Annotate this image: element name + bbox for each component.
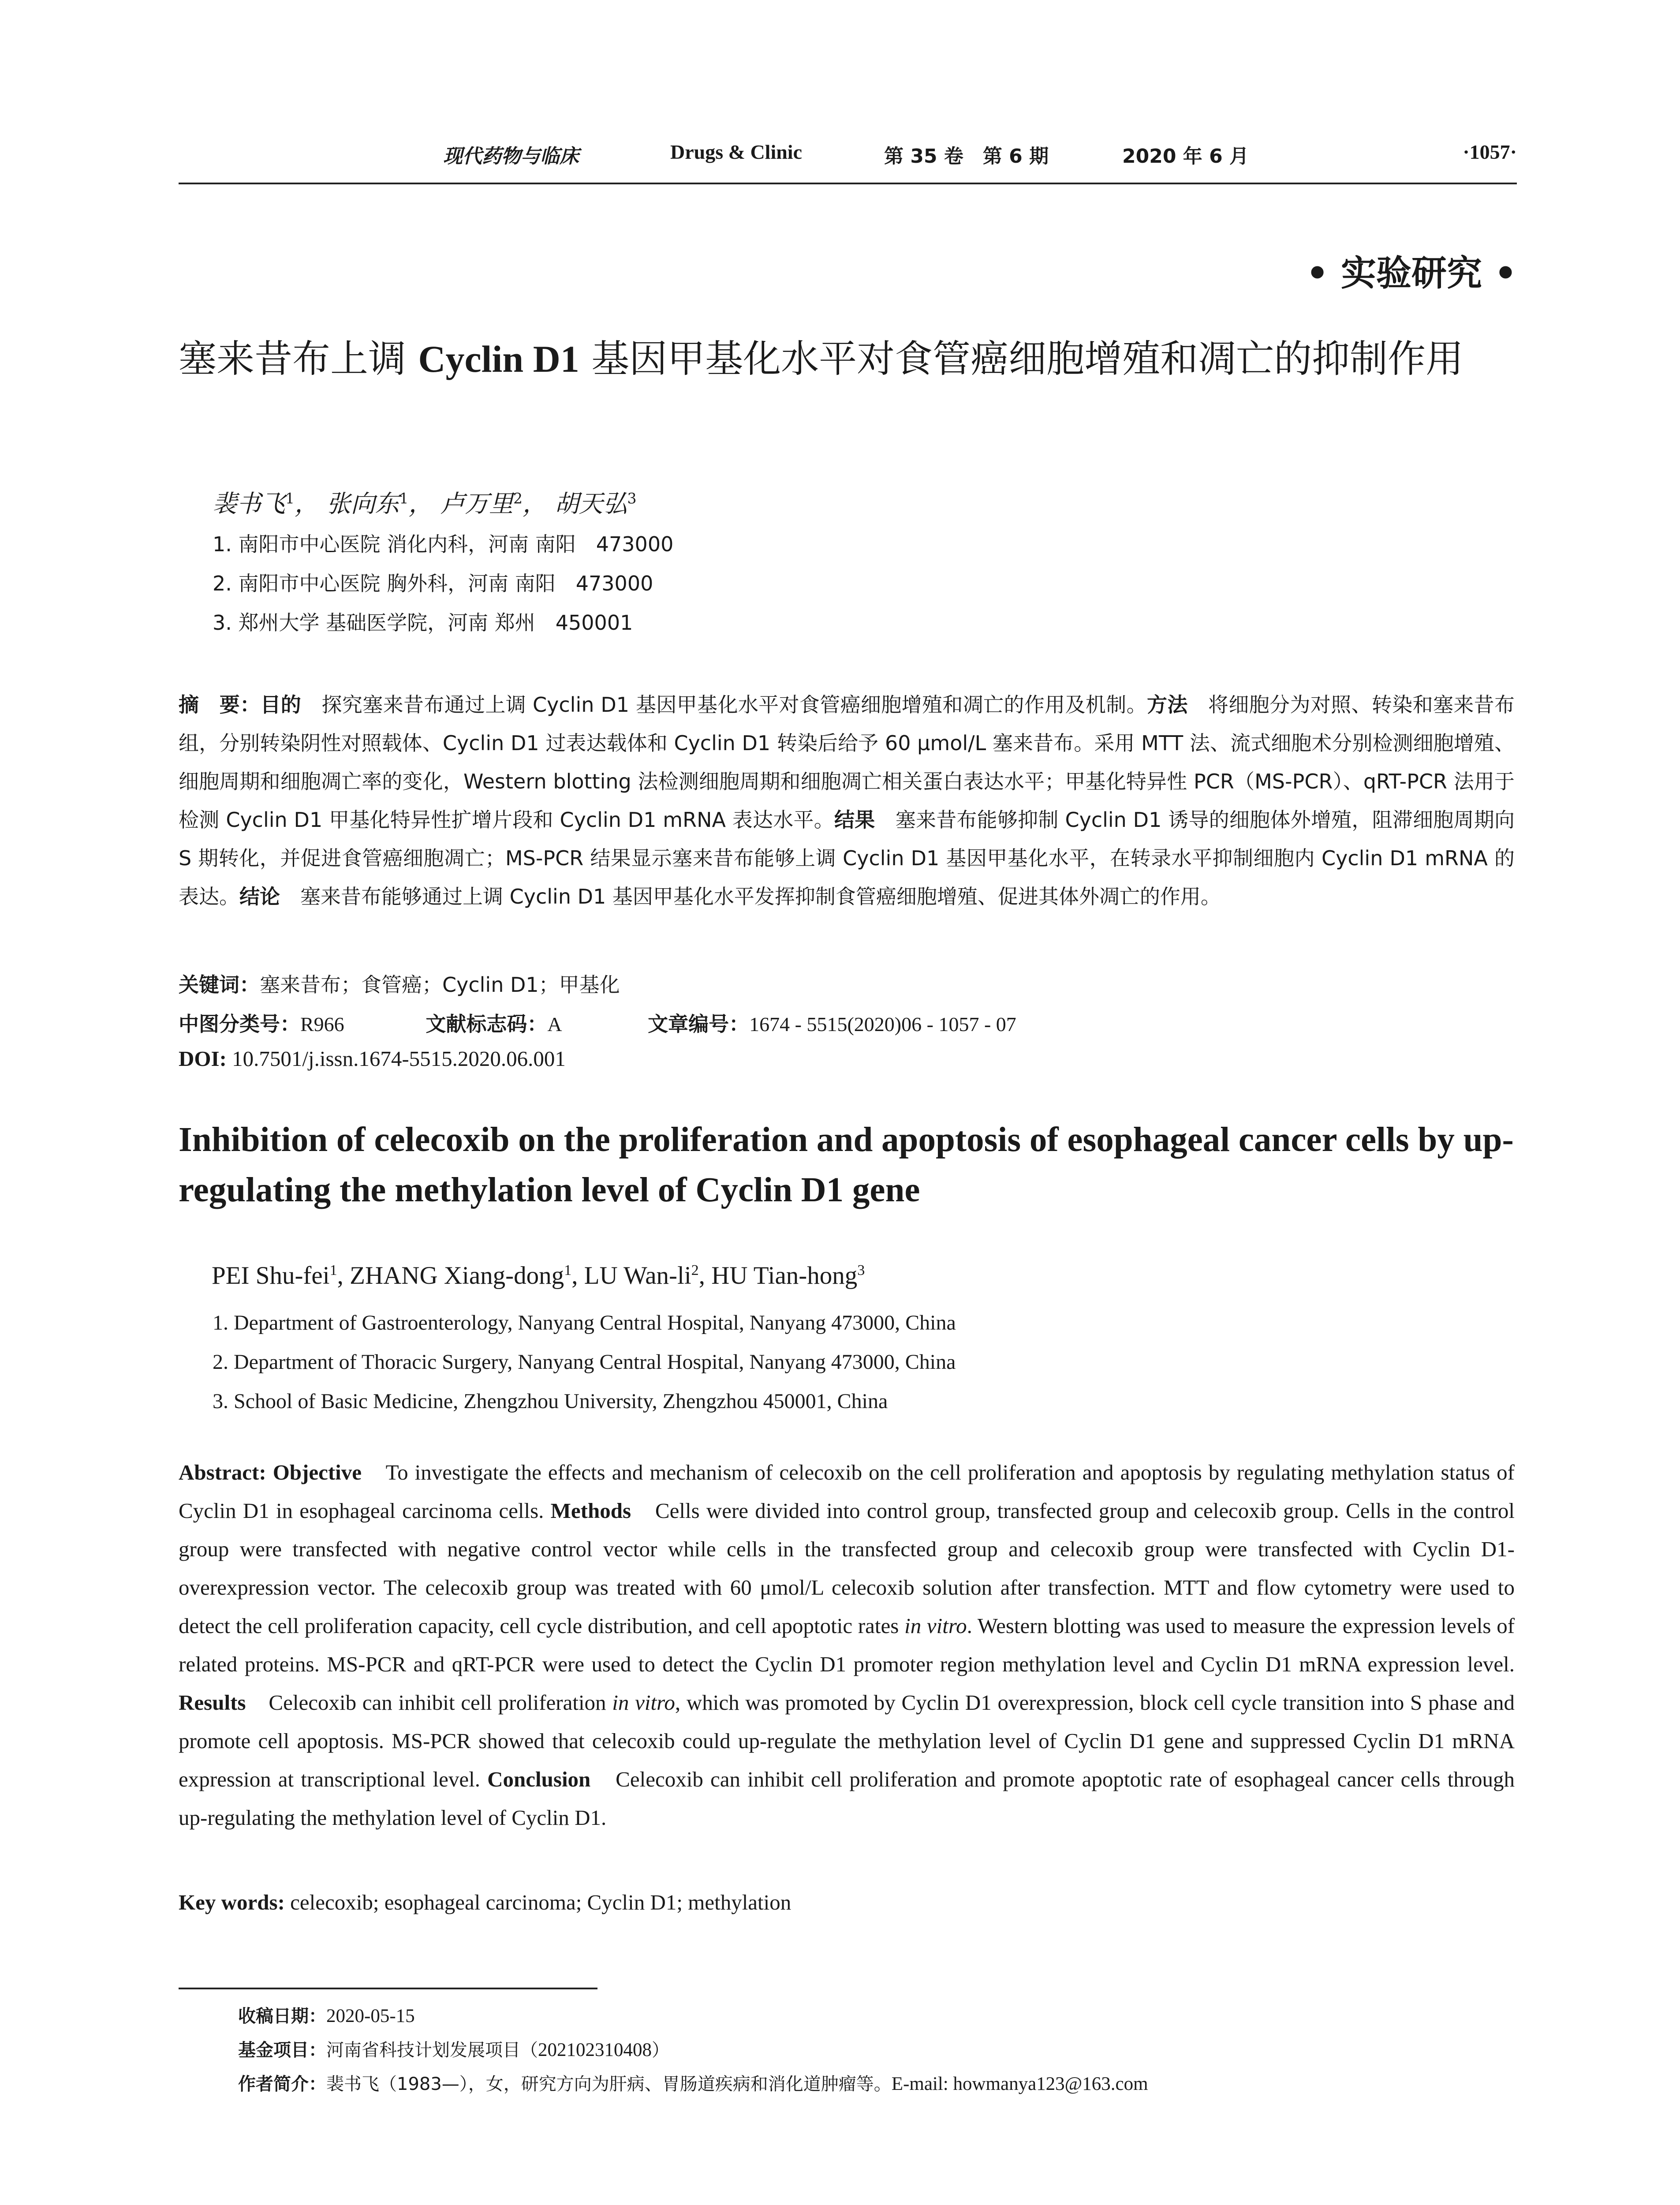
author-en-sup: 1 <box>564 1262 572 1278</box>
author-en-sup: 1 <box>329 1262 337 1278</box>
methods-label-cn: 方法 <box>1146 693 1188 717</box>
methods-text-en: Cells were divided into control group, transfected group and celecoxib group. Cells in the control group were transfected with negative control vector while cells in the transfected group and celecoxib group were transfected with Cyclin D1-overexpression vector. The celecoxib group was treated with 60 μmol/L celecoxib solution after transfection. MTT and flow cytometry were used to detect the cell proliferation capacity, cell cycle distribution, and cell apoptotic rates <box>179 1499 1515 1638</box>
journal-name-en: Drugs & Clinic <box>670 141 802 163</box>
author-en-sup: 2 <box>691 1262 699 1278</box>
keywords-cn-label: 关键词： <box>179 973 260 997</box>
methods-label-en: Methods <box>550 1499 631 1523</box>
affiliation-en: 2. Department of Thoracic Surgery, Nanyang Central Hospital, Nanyang 473000, China <box>213 1350 956 1374</box>
journal-name-cn: 现代药物与临床 <box>443 145 579 168</box>
authors-cn: 裴书飞$^1$， 张向东$^1$， 卢万里$^2$， 胡天弘$^3$ <box>213 490 637 518</box>
author-en-name: HU Tian-hong <box>711 1262 858 1289</box>
abstract-cn-label: 摘 要： <box>179 693 261 717</box>
author-cn-sup: 1 <box>399 490 409 507</box>
issue-date: 2020 年 6 月 <box>1122 145 1249 168</box>
article-title-cn <box>179 332 1515 386</box>
author-en-name: ZHANG Xiang-dong <box>350 1262 564 1289</box>
author-cn-name: 卢万里 <box>441 490 514 518</box>
title-cn-part1: 塞来昔布上调 <box>179 337 418 381</box>
page-number: ·1057· <box>1463 141 1517 163</box>
footnote-fund <box>238 2036 669 2061</box>
footnote-divider <box>179 1988 597 1989</box>
fund-number: 202102310408 <box>538 2040 652 2060</box>
author-bio-text: 裴书飞（1983—），女，研究方向为肝病、胃肠道疾病和消化道肿瘤等。 <box>326 2074 892 2094</box>
footnote-author <box>238 2070 1148 2095</box>
doc-code-label: 文献标志码： <box>426 1012 548 1036</box>
in-vitro-term: in vitro <box>904 1614 967 1638</box>
fund-text: 河南省科技计划发展项目（ <box>326 2040 538 2060</box>
keywords-en-label: Key words: <box>179 1890 285 1914</box>
results-text-cn: 塞来昔布能够抑制 Cyclin D1 诱导的细胞体外增殖，阻滞细胞周期向 S 期转化，并促进食管癌细胞凋亡；MS-PCR 结果显示塞来昔布能够上调 Cyclin D1 基因甲基化水平，在转录水平抑制细胞内 Cyclin D1 mRNA 的表达。 <box>179 808 1515 908</box>
article-title-en: Inhibition of celecoxib on the proliferation and apoptosis of esophageal cancer cells by up-regulating the methylation level of Cyclin D1 gene <box>179 1121 1514 1209</box>
received-label: 收稿日期： <box>238 2006 326 2026</box>
classification-line <box>179 1008 1016 1037</box>
article-number-label: 文章编号： <box>648 1012 750 1036</box>
clc-label: 中图分类号： <box>179 1012 300 1036</box>
conclusion-text-cn: 塞来昔布能够通过上调 Cyclin D1 基因甲基化水平发挥抑制食管癌细胞增殖、促进其体外凋亡的作用。 <box>280 885 1221 908</box>
conclusion-label-en: Conclusion <box>487 1767 591 1791</box>
objective-text-en: To investigate the effects and mechanism of celecoxib on the cell proliferation and apoptosis by regulating methylation status of Cyclin D1 in esophageal carcinoma cells. <box>179 1460 1515 1523</box>
author-en-sup: 3 <box>857 1262 865 1278</box>
author-cn-sup: 1 <box>285 490 295 507</box>
abstract-en <box>179 1453 1515 1837</box>
authors-en: PEI Shu-fei$^1$, ZHANG Xiang-dong$^1$, LU Wan-$li^2$, HU Tian-hong$^3$ <box>212 1262 865 1289</box>
fund-label: 基金项目： <box>238 2040 326 2060</box>
author-cn-sup: 3 <box>627 490 637 507</box>
section-label: • 实验研究 • <box>1306 252 1517 294</box>
results-label-cn: 结果 <box>834 808 875 832</box>
title-cn-part3: 基因甲基化水平对食管癌细胞增殖和凋亡的抑制作用 <box>579 337 1464 381</box>
title-cn-gene: Cyclin D1 <box>418 338 579 380</box>
author-en-name: LU Wan-li <box>584 1262 691 1289</box>
affiliation-cn: 1. 南阳市中心医院 消化内科，河南 南阳 473000 <box>213 532 674 556</box>
abstract-cn <box>179 686 1515 916</box>
clc-value: R966 <box>300 1013 344 1035</box>
results-text-en: Celecoxib can inhibit cell proliferation <box>246 1690 612 1715</box>
author-cn-sup: 2 <box>513 490 523 507</box>
doi-line <box>179 1046 566 1071</box>
doi-value: 10.7501/j.issn.1674-5515.2020.06.001 <box>226 1046 566 1071</box>
author-cn-name: 裴书飞 <box>213 490 286 518</box>
author-cn-name: 张向东 <box>326 490 399 518</box>
received-date: 2020-05-15 <box>326 2006 415 2026</box>
affiliation-cn: 3. 郑州大学 基础医学院，河南 郑州 450001 <box>213 611 633 635</box>
results-label-en: Results <box>179 1690 246 1715</box>
methods-text-cn: 将细胞分为对照、转染和塞来昔布组，分别转染阴性对照载体、Cyclin D1 过表达载体和 Cyclin D1 转染后给予 60 μmol/L 塞来昔布。采用 MTT 法、流式细胞术分别检测细胞增殖、细胞周期和细胞凋亡率的变化，Western blotting 法检测细胞周期和细胞凋亡相关蛋白表达水平；甲基化特异性 PCR（MS-PCR）、qRT-PCR 法用于检测 Cyclin D1 甲基化特异性扩增片段和 Cyclin D1 mRNA 表达水平。 <box>179 693 1515 832</box>
article-number-value: 1674 - 5515(2020)06 - 1057 - 07 <box>749 1013 1016 1035</box>
doi-label: DOI: <box>179 1046 227 1071</box>
volume-issue: 第 35 卷 第 6 期 <box>884 145 1049 168</box>
fund-text-end: ） <box>652 2040 669 2060</box>
abstract-en-label: Abstract: <box>179 1460 266 1484</box>
conclusion-text-en: Celecoxib can inhibit cell proliferation and promote apoptotic rate of esophageal cancer cells through up-regulating the methylation level of Cyclin D1. <box>179 1767 1515 1830</box>
keywords-cn-text: 塞来昔布；食管癌；Cyclin D1；甲基化 <box>260 973 620 997</box>
conclusion-label-cn: 结论 <box>239 885 280 908</box>
author-email: E-mail: howmanya123@163.com <box>891 2074 1148 2094</box>
running-header <box>179 140 1517 184</box>
keywords-en <box>179 1890 791 1915</box>
doc-code-value: A <box>547 1013 562 1035</box>
affiliation-cn: 2. 南阳市中心医院 胸外科，河南 南阳 473000 <box>213 572 653 595</box>
keywords-en-text: celecoxib; esophageal carcinoma; Cyclin D1; methylation <box>284 1890 791 1914</box>
footnote-received <box>238 2002 415 2027</box>
keywords-cn <box>179 969 620 998</box>
author-en-name: PEI Shu-fei <box>212 1262 330 1289</box>
author-cn-name: 胡天弘 <box>554 490 627 518</box>
results-text-en-2: , which was promoted by Cyclin D1 overexpression, block cell cycle transition into S phase and promote cell apoptosis. MS-PCR showed that celecoxib could up-regulate the methylation level of Cyclin D1 gene and suppressed Cyclin D1 mRNA expression at transcriptional level. <box>179 1690 1515 1791</box>
methods-text-en-2: . Western blotting was used to measure the expression levels of related proteins. MS-PCR and qRT-PCR were used to detect the Cyclin D1 promoter region methylation level and Cyclin D1 mRNA expression level. <box>179 1614 1515 1676</box>
objective-label-cn: 目的 <box>260 693 302 717</box>
affiliation-en: 3. School of Basic Medicine, Zhengzhou University, Zhengzhou 450001, China <box>213 1390 888 1413</box>
objective-text-cn: 探究塞来昔布通过上调 Cyclin D1 基因甲基化水平对食管癌细胞增殖和凋亡的作用及机制。 <box>301 693 1147 717</box>
objective-label-en: Objective <box>266 1460 362 1484</box>
affiliation-en: 1. Department of Gastroenterology, Nanyang Central Hospital, Nanyang 473000, China <box>213 1311 956 1334</box>
in-vitro-term: in vitro <box>612 1690 675 1715</box>
author-bio-label: 作者简介： <box>238 2074 326 2094</box>
